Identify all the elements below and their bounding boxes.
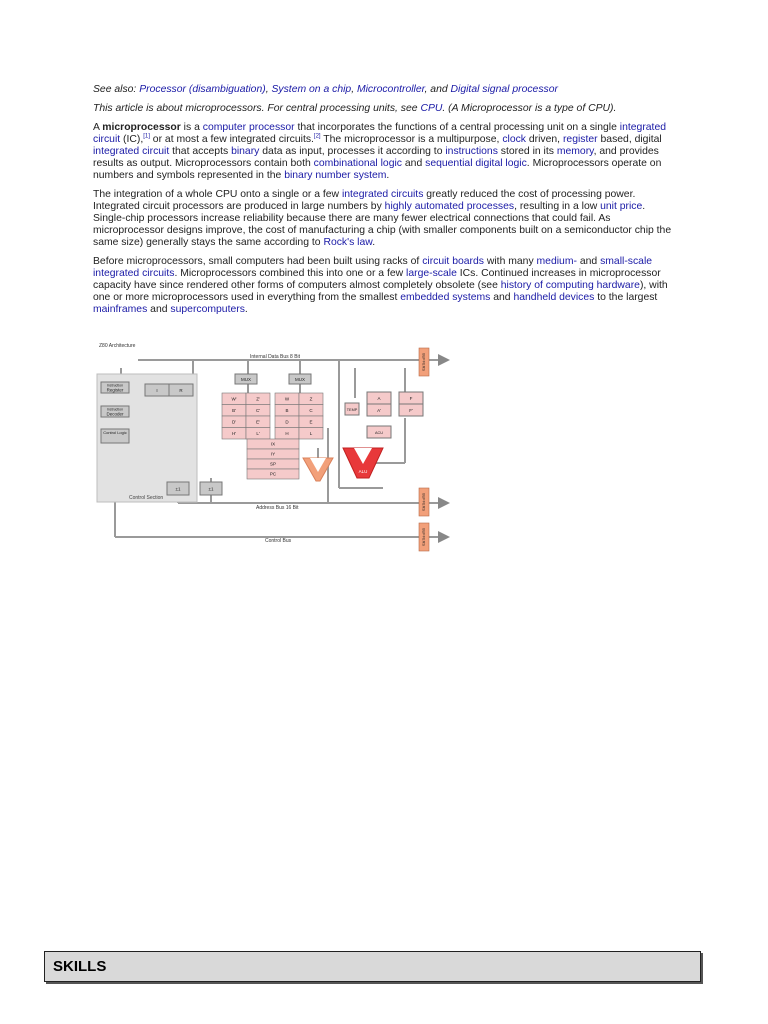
skills-section-header (44, 951, 701, 982)
text-run: and (402, 158, 426, 169)
flags-f-label: F (409, 396, 413, 401)
inline-link[interactable]: clock (502, 134, 526, 145)
control-section-label: Control Section (129, 495, 164, 501)
text-run: , and provides results as output. Microprocessors contain both (93, 146, 659, 169)
alt-register-label: H' (231, 430, 237, 436)
acu-label: ACU (374, 431, 384, 435)
text-run: and (490, 292, 514, 303)
buffer-label-2: BUFFERS (421, 493, 426, 511)
inline-link[interactable]: integrated circuit (93, 122, 666, 145)
text-run: based, digital (597, 134, 662, 145)
inline-link[interactable]: small-scale integrated circuits (93, 256, 653, 279)
buffer-label-3: BUFFERS (421, 528, 426, 546)
alu-label: ALU (358, 469, 368, 474)
text-run: driven, (526, 134, 563, 145)
register16-label: SP (269, 461, 277, 467)
alt-register-label: D' (231, 419, 237, 425)
inline-link[interactable]: unit price (600, 201, 643, 212)
inline-link[interactable]: computer processor (202, 122, 295, 133)
instruction-decoder-label: Decoder (106, 411, 124, 417)
inline-link[interactable]: binary number system (284, 170, 387, 181)
paragraph-intro (93, 122, 673, 182)
citation-ref[interactable]: [1] (143, 133, 150, 140)
link-microcontroller[interactable]: Microcontroller (356, 84, 425, 95)
text-run: . Single-chip processors increase reliability because there are many fewer electrical connections that could fail. As microprocessor designs improve, the cost of manufacturing a chip (with smaller components built on a semiconductor chip the same size) generally stays the same according to (93, 201, 672, 248)
link-cpu[interactable]: CPU (420, 103, 443, 114)
skills-title: SKILLS (53, 958, 107, 975)
paragraph-history (93, 256, 673, 316)
text-run: with many (483, 256, 537, 267)
text-run: . Microprocessors combined this into one or a few (174, 268, 407, 279)
main-register-label: D (285, 419, 289, 425)
about-line (93, 103, 673, 115)
citation-ref[interactable]: [2] (313, 133, 321, 140)
inline-link[interactable]: integrated circuits (341, 189, 424, 200)
see-also-line (93, 84, 673, 96)
alt-register-label: E' (256, 419, 260, 425)
text-run: is a (180, 122, 203, 133)
alt-register-label: C' (255, 407, 261, 413)
temp-register-label: TEMP (346, 408, 358, 412)
increment-label-2: ±1 (208, 486, 214, 492)
accumulator-a-alt-label: A' (377, 408, 381, 413)
text-run: data as input, processes it according to (259, 146, 446, 157)
main-register-label: C (309, 407, 313, 413)
text-run: or at most a few integrated circuits. (149, 134, 314, 145)
address-bus-label: Address Bus 16 Bit (256, 505, 299, 511)
inline-link[interactable]: register (562, 134, 598, 145)
text-run: . Microprocessors operate on numbers and symbols represented in the (93, 158, 662, 181)
text-run: and (576, 256, 601, 267)
control-logic-label: Control Logic (103, 430, 127, 435)
main-register-label: W (284, 396, 290, 402)
text-run: . (372, 237, 376, 248)
article-content (93, 84, 673, 323)
separator: , (265, 84, 272, 95)
alt-register-label: B' (232, 407, 236, 413)
inline-link[interactable]: highly automated processes (384, 201, 515, 212)
text-run: stored in its (497, 146, 557, 157)
inline-link[interactable]: history of computing hardware (500, 280, 640, 291)
main-register-label: B (285, 407, 289, 413)
inline-link[interactable]: memory (556, 146, 594, 157)
separator: , and (424, 84, 451, 95)
about-text: . (A Microprocessor is a type of CPU). (442, 103, 617, 114)
main-register-label: L (309, 430, 313, 436)
accumulator-a-label: A (377, 396, 381, 401)
link-processor-disambiguation[interactable]: Processor (disambiguation) (139, 84, 266, 95)
separator: , (351, 84, 357, 95)
inline-link[interactable]: mainframes (93, 304, 148, 315)
text-run: . (244, 304, 248, 315)
paragraph-integration (93, 189, 673, 249)
alt-register-label: W' (231, 396, 237, 402)
flags-f-alt-label: F' (409, 408, 413, 413)
instruction-register-label: Register (106, 387, 124, 393)
register-i-label: I (156, 388, 158, 393)
main-register-label: H (285, 430, 289, 436)
text-run: ), with one or more microprocessors used in everything from the smallest (93, 280, 668, 303)
mux-label-1: MUX (241, 377, 251, 382)
alt-register-label: L' (256, 430, 260, 436)
inline-link[interactable]: large-scale (406, 268, 457, 279)
text-run: that incorporates the functions of a central processing unit on a single (294, 122, 620, 133)
buffer-label-1: BUFFERS (421, 353, 426, 371)
text-run: ICs. Continued increases in microprocessor capacity have since rendered other forms of computers almost completely obsolete (see (93, 268, 661, 291)
increment-label-1: ±1 (175, 486, 181, 492)
inline-link[interactable]: integrated circuit (93, 146, 170, 157)
inline-link[interactable]: instructions (445, 146, 498, 157)
bold-term: microprocessor (102, 122, 181, 133)
diagram-title: Z80 Architecture (99, 343, 136, 349)
alt-register-label: Z' (256, 396, 260, 402)
link-digital-signal-processor[interactable]: Digital signal processor (450, 84, 558, 95)
text-run: to the largest (594, 292, 658, 303)
inline-link[interactable]: Rock's law (323, 237, 373, 248)
text-run: , resulting in a low (514, 201, 601, 212)
register-r-label: R (179, 388, 183, 393)
inline-link[interactable]: combinational logic (313, 158, 402, 169)
text-run: greatly reduced the cost of processing power. Integrated circuit processors are produced in large numbers by (93, 189, 636, 212)
register16-label: IY (270, 451, 276, 457)
instruction-register-small-label: Instruction (106, 383, 124, 388)
text-run: that accepts (169, 146, 232, 157)
text-run: . (386, 170, 390, 181)
control-bus-label: Control Bus (265, 538, 292, 544)
data-bus-label: Internal Data Bus 8 Bit (250, 354, 301, 360)
inline-link[interactable]: medium- (536, 256, 577, 267)
about-text: This article is about microprocessors. For central processing units, see (93, 103, 421, 114)
text-run: (IC), (120, 134, 144, 145)
main-register-label: E (309, 419, 313, 425)
link-system-on-a-chip[interactable]: System on a chip (271, 84, 352, 95)
text-run: and (147, 304, 171, 315)
inline-link[interactable]: sequential digital logic (425, 158, 527, 169)
mux-label-2: MUX (295, 377, 305, 382)
z80-architecture-diagram (93, 338, 463, 558)
instruction-decoder-small-label: Instruction (106, 407, 124, 412)
inline-link[interactable]: circuit boards (422, 256, 484, 267)
register16-label: PC (269, 471, 277, 477)
text-run: Before microprocessors, small computers had been built using racks of (93, 256, 423, 267)
inline-link[interactable]: handheld devices (513, 292, 595, 303)
text-run: A (93, 122, 103, 133)
text-run: The microprocessor is a multipurpose, (320, 134, 503, 145)
inline-link[interactable]: binary (231, 146, 260, 157)
text-run: The integration of a whole CPU onto a single or a few (93, 189, 342, 200)
inline-link[interactable]: embedded systems (400, 292, 491, 303)
inline-link[interactable]: supercomputers (170, 304, 245, 315)
main-register-label: Z (309, 396, 313, 402)
register16-label: IX (270, 441, 276, 447)
see-also-prefix: See also: (93, 84, 140, 95)
